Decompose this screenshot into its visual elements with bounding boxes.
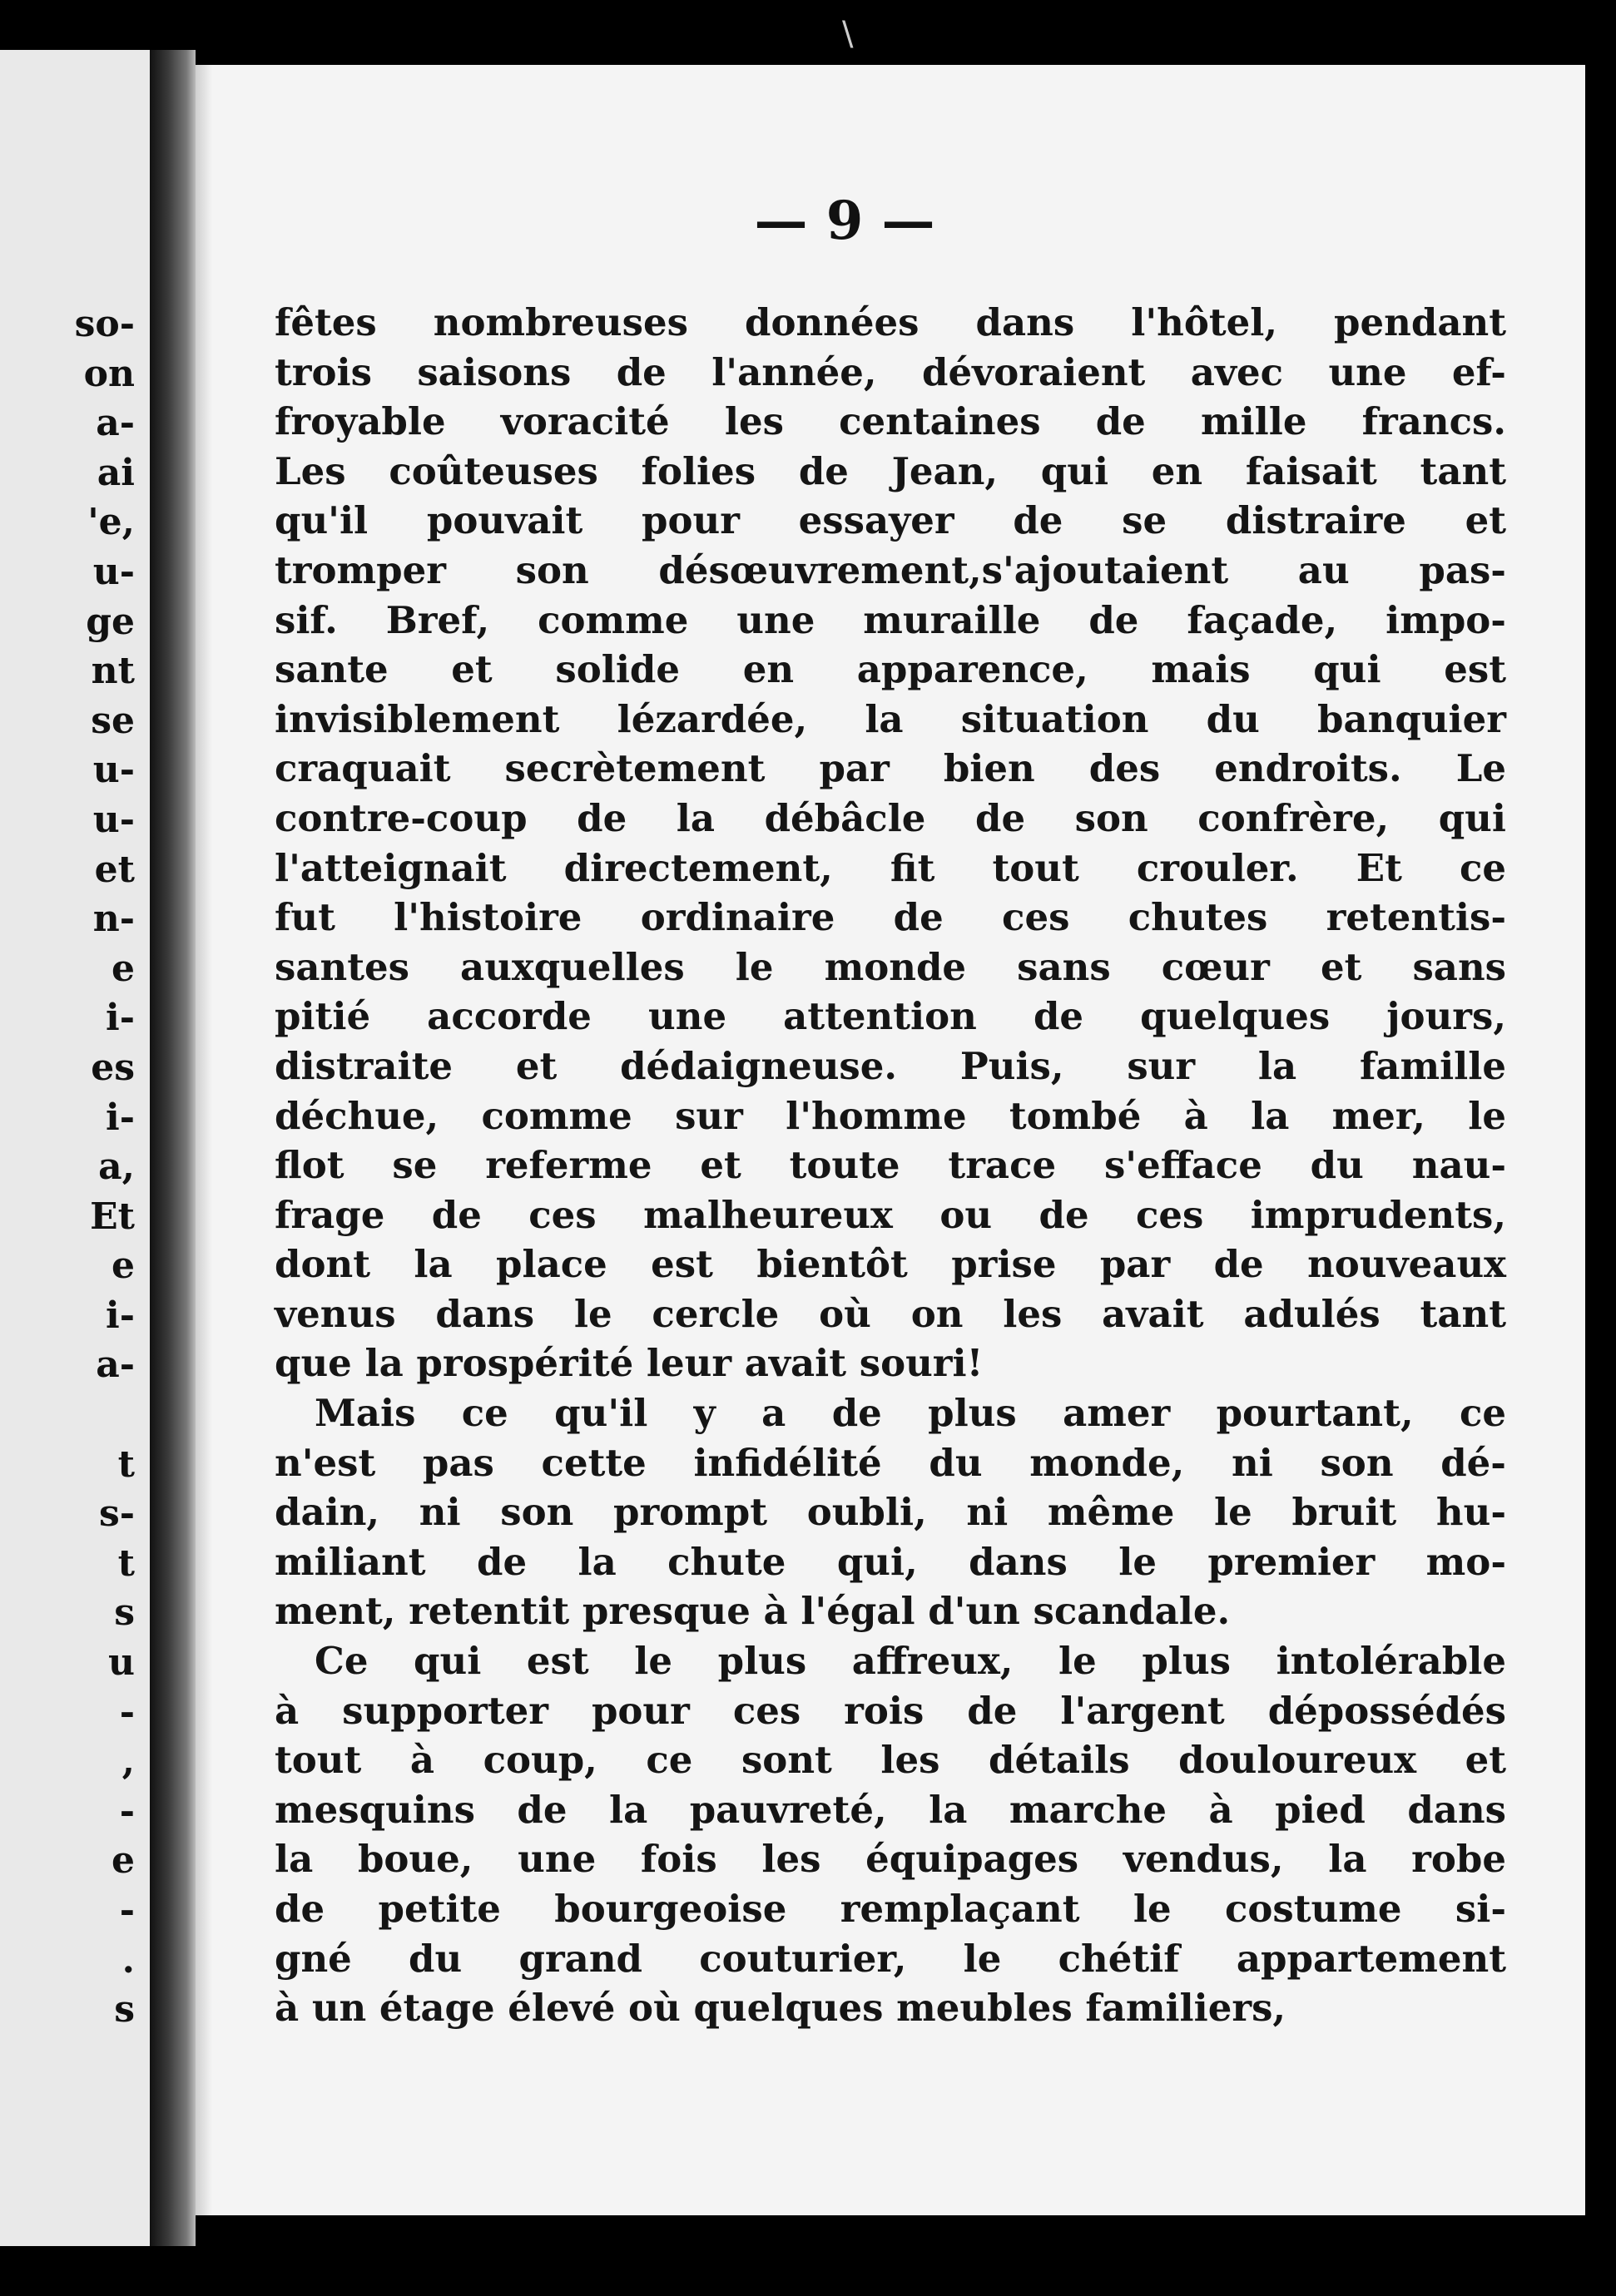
text-line: déchue, comme sur l'homme tombé à la mer, le <box>275 1093 1506 1138</box>
book-gutter <box>150 50 196 2246</box>
text-line: Les coûteuses folies de Jean, qui en faisait tant <box>275 448 1506 493</box>
facing-page-fragment: , <box>121 1740 135 1784</box>
text-line: froyable voracité les centaines de mille francs. <box>275 399 1506 444</box>
book-page <box>196 65 1585 2215</box>
text-line: fut l'histoire ordinaire de ces chutes retentis- <box>275 895 1506 940</box>
facing-page-fragment: - <box>119 1789 135 1833</box>
facing-page-fragment: s- <box>98 1492 135 1536</box>
facing-page-fragment: - <box>119 1889 135 1932</box>
text-line: que la prospérité leur avait souri! <box>275 1341 984 1386</box>
text-line: Mais ce qu'il y a de plus amer pourtant, ce <box>315 1391 1506 1436</box>
text-line: l'atteignait directement, fit tout crouler. Et ce <box>275 845 1506 890</box>
facing-page-fragment: 'e, <box>87 501 135 544</box>
facing-page-fragment: t <box>117 1442 135 1486</box>
facing-page-edge <box>0 50 150 2246</box>
text-line: sante et solide en apparence, mais qui est <box>275 647 1506 692</box>
text-line: mesquins de la pauvreté, la marche à pied dans <box>275 1787 1506 1832</box>
text-line: gné du grand couturier, le chétif appartement <box>275 1936 1506 1981</box>
text-line: la boue, une fois les équipages vendus, la robe <box>275 1837 1506 1882</box>
text-line: trois saisons de l'année, dévoraient avec une ef- <box>275 349 1506 394</box>
body-text <box>275 298 1506 2033</box>
facing-page-fragment: ai <box>97 451 135 494</box>
facing-page-fragment: ge <box>86 600 135 643</box>
facing-page-fragment: s <box>114 1591 135 1635</box>
text-line: invisiblement lézardée, la situation du banquier <box>275 696 1506 741</box>
facing-page-fragment: e <box>112 1244 135 1288</box>
facing-page-fragment: on <box>83 352 135 395</box>
facing-page-fragment: Et <box>90 1195 135 1238</box>
text-line: frage de ces malheureux ou de ces imprudents, <box>275 1192 1506 1237</box>
text-line: contre-coup de la débâcle de son confrère, qui <box>275 795 1506 840</box>
text-line: de petite bourgeoise remplaçant le costume si- <box>275 1887 1506 1931</box>
facing-page-fragment: es <box>91 1046 135 1089</box>
text-line: Ce qui est le plus affreux, le plus intolérable <box>315 1639 1506 1684</box>
facing-page-fragment: so- <box>74 303 135 345</box>
facing-page-fragment: a, <box>98 1146 135 1189</box>
facing-page-fragment: u- <box>92 798 135 841</box>
facing-page-fragment: a- <box>96 1343 135 1387</box>
text-line: craquait secrètement par bien des endroits. Le <box>275 746 1506 791</box>
text-line: dont la place est bientôt prise par de nouveaux <box>275 1242 1506 1287</box>
facing-page-fragment: u- <box>92 749 135 792</box>
text-line: miliant de la chute qui, dans le premier mo- <box>275 1539 1506 1584</box>
facing-page-fragment: u- <box>92 550 135 593</box>
text-line: tromper son désœuvrement,s'ajoutaient au pas- <box>275 547 1506 592</box>
facing-page-fragment: t <box>117 1541 135 1585</box>
facing-page-fragment: se <box>91 699 135 742</box>
text-line: pitié accorde une attention de quelques jours, <box>275 994 1506 1039</box>
text-line: venus dans le cercle où on les avait adulés tant <box>275 1291 1506 1336</box>
text-line: à supporter pour ces rois de l'argent dépossédés <box>275 1688 1506 1733</box>
facing-page-fragment <box>2 1390 135 1440</box>
facing-page-fragment: u <box>108 1641 135 1685</box>
text-line: qu'il pouvait pour essayer de se distraire et <box>275 498 1506 543</box>
facing-page-text-fragments <box>2 299 135 2035</box>
text-line: à un étage élevé où quelques meubles familiers, <box>275 1986 1286 2031</box>
facing-page-fragment: i- <box>106 1294 135 1337</box>
facing-page-fragment: a- <box>96 402 135 445</box>
scan-mark: \ <box>842 15 854 53</box>
text-line: ment, retentit presque à l'égal d'un scandale. <box>275 1589 1231 1634</box>
text-line: distraite et dédaigneuse. Puis, sur la famille <box>275 1043 1506 1088</box>
facing-page-fragment: i- <box>106 1096 135 1139</box>
text-line: santes auxquelles le monde sans cœur et sans <box>275 944 1506 989</box>
facing-page-fragment: - <box>119 1690 135 1734</box>
facing-page-fragment: e <box>112 1839 135 1883</box>
facing-page-fragment: s <box>114 1988 135 2031</box>
text-line: n'est pas cette infidélité du monde, ni son dé- <box>275 1440 1506 1485</box>
text-line: sif. Bref, comme une muraille de façade, impo- <box>275 597 1506 642</box>
facing-page-fragment: . <box>121 1938 135 1982</box>
text-line: fêtes nombreuses données dans l'hôtel, pendant <box>275 300 1506 344</box>
text-line: tout à coup, ce sont les détails douloureux et <box>275 1738 1506 1783</box>
facing-page-fragment: i- <box>106 997 135 1040</box>
facing-page-fragment: nt <box>91 650 135 693</box>
page-number: — 9 — <box>754 190 935 252</box>
text-line: flot se referme et toute trace s'efface du nau- <box>275 1143 1506 1188</box>
facing-page-fragment: e <box>112 947 135 990</box>
text-line: dain, ni son prompt oubli, ni même le bruit hu- <box>275 1490 1506 1535</box>
facing-page-fragment: et <box>94 848 135 891</box>
facing-page-fragment: n- <box>92 898 135 941</box>
